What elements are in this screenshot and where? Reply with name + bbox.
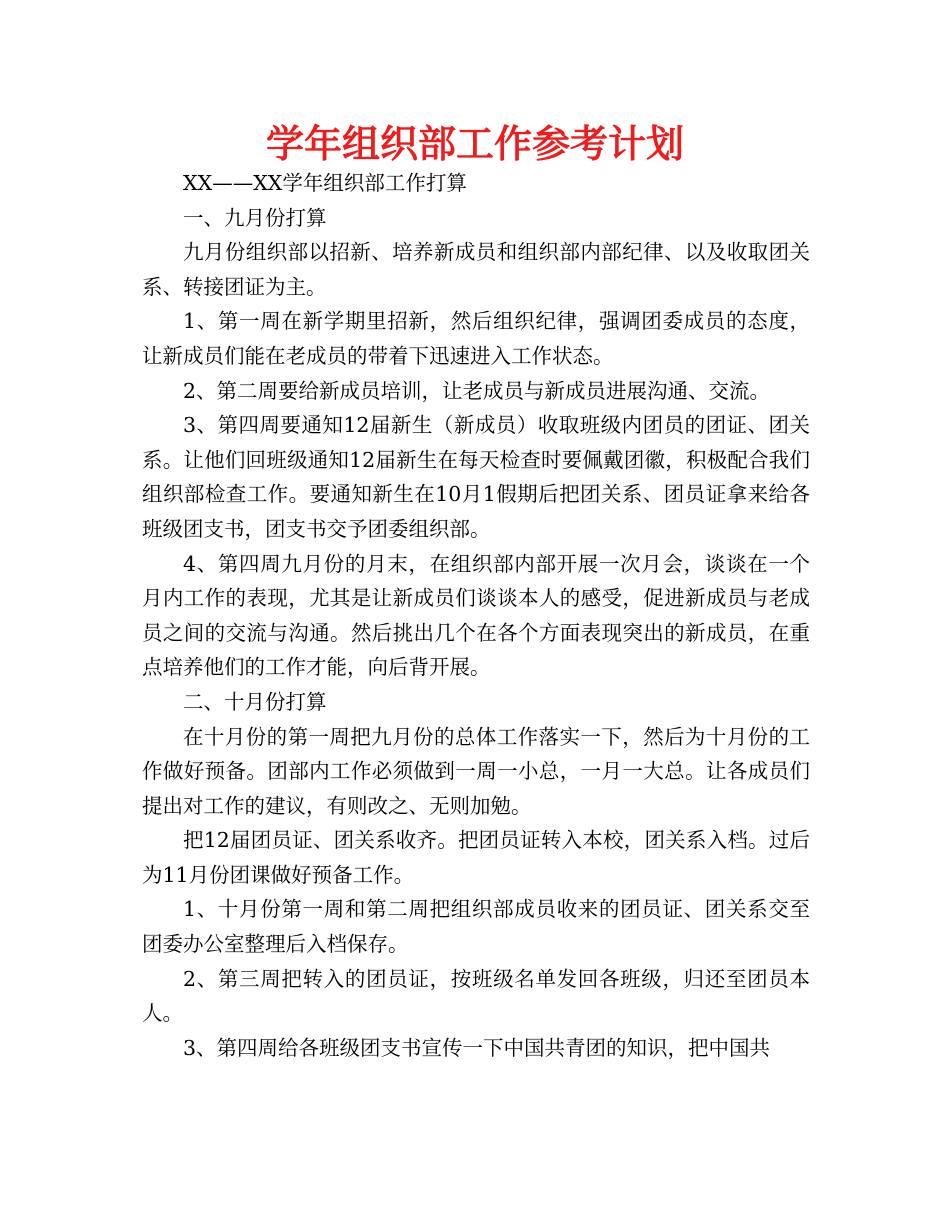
- paragraph: 3、第四周给各班级团支书宣传一下中国共青团的知识，把中国共: [183, 1035, 771, 1060]
- section-heading-october: 二、十月份打算: [183, 689, 327, 714]
- paragraph: 九月份组织部以招新、培养新成员和组织部内部纪律、以及收取团关系、转接团证为主。: [142, 240, 810, 299]
- paragraph: 2、第三周把转入的团员证，按班级名单发回各班级，归还至团员本人。: [142, 966, 810, 1026]
- paragraph: 3、第四周要通知12届新生（新成员）收取班级内团员的团证、团关系。让他们回班级通知12届新生在每天检查时要佩戴团徽，积极配合我们组织部检查工作。要通知新生在10月1假期后把团关系、团员证拿来给各班级团支书，团支书交予团委组织部。: [142, 413, 810, 541]
- paragraph: 4、第四周九月份的月末，在组织部内部开展一次月会，谈谈在一个月内工作的表现，尤其是让新成员们谈谈本人的感受，促进新成员与老成员之间的交流与沟通。然后挑出几个在各个方面表现突出的新成员，在重点培养他们的工作才能，向后背开展。: [142, 551, 810, 680]
- paragraph: 在十月份的第一周把九月份的总体工作落实一下，然后为十月份的工作做好预备。团部内工作必须做到一周一小总，一月一大总。让各成员们提出对工作的建议，有则改之、无则加勉。: [142, 724, 810, 818]
- paragraph: 1、第一周在新学期里招新，然后组织纪律，强调团委成员的态度，让新成员们能在老成员的带着下迅速进入工作状态。: [142, 309, 810, 368]
- section-heading-september: 一、九月份打算: [183, 205, 327, 230]
- paragraph: 2、第二周要给新成员培训，让老成员与新成员进展沟通、交流。: [183, 378, 771, 403]
- paragraph-subtitle: XX——XX学年组织部工作打算: [183, 171, 467, 195]
- document-body: [142, 166, 810, 1065]
- document-title: 学年组织部工作参考计划: [265, 122, 684, 166]
- paragraph: 1、十月份第一周和第二周把组织部成员收来的团员证、团关系交至团委办公室整理后入档保存。: [142, 897, 810, 957]
- paragraph: 把12届团员证、团关系收齐。把团员证转入本校，团关系入档。过后为11月份团课做好预备工作。: [142, 828, 810, 887]
